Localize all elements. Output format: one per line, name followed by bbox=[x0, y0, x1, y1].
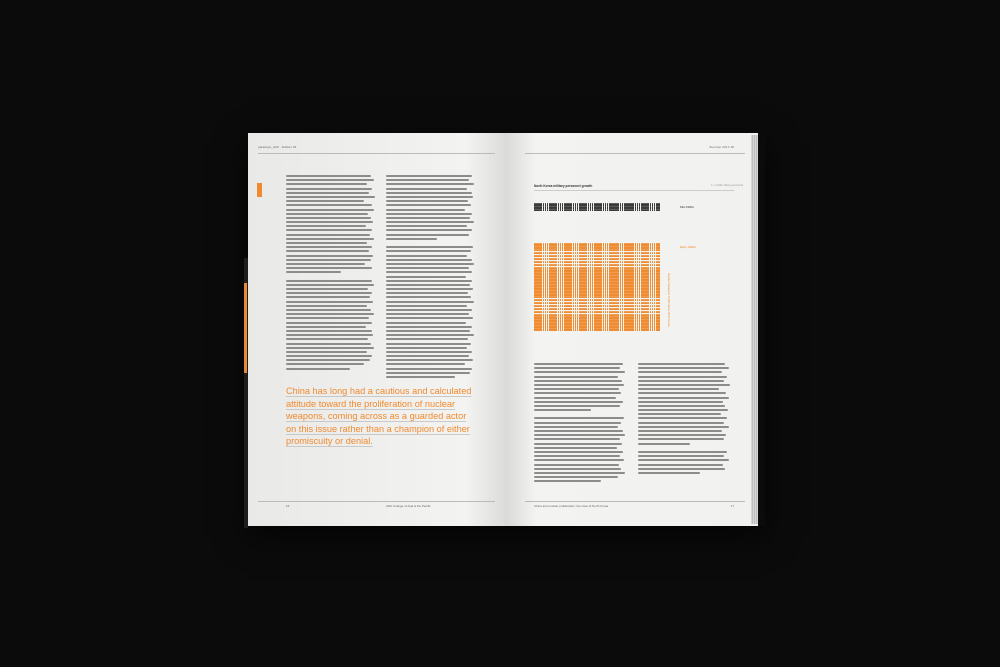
person-figure-icon bbox=[570, 264, 572, 267]
person-figure-icon bbox=[570, 209, 572, 212]
person-figure-icon bbox=[543, 311, 545, 314]
person-figure-icon bbox=[620, 264, 622, 267]
person-figure-icon bbox=[555, 209, 557, 212]
person-figure-icon bbox=[558, 264, 560, 267]
right-running-header: Summer 2017-18 bbox=[709, 145, 734, 149]
pull-quote: China has long had a cautious and calculated attitude toward the proliferation of nuclear weapons, coming across as a guarded actor on this issue rather than a champion of either promiscuity or denial. bbox=[286, 386, 472, 447]
right-page bbox=[505, 133, 758, 526]
left-header-rule bbox=[258, 153, 495, 154]
person-figure-icon bbox=[658, 311, 660, 314]
person-figure-icon bbox=[617, 328, 619, 331]
person-figure-icon bbox=[573, 261, 575, 264]
person-figure-icon bbox=[605, 264, 607, 267]
pictogram-row bbox=[534, 328, 660, 331]
person-figure-icon bbox=[603, 209, 605, 212]
right-body-column-1 bbox=[534, 363, 629, 484]
person-figure-icon bbox=[588, 255, 590, 258]
person-figure-icon bbox=[650, 258, 652, 261]
person-figure-icon bbox=[543, 264, 545, 267]
series-label-mid-1960s: Mid 1960s bbox=[680, 205, 694, 209]
person-figure-icon bbox=[558, 258, 560, 261]
person-figure-icon bbox=[588, 209, 590, 212]
person-figure-icon bbox=[620, 302, 622, 305]
person-figure-icon bbox=[617, 264, 619, 267]
person-figure-icon bbox=[600, 311, 602, 314]
person-figure-icon bbox=[605, 328, 607, 331]
person-figure-icon bbox=[605, 305, 607, 308]
person-figure-icon bbox=[573, 311, 575, 314]
person-figure-icon bbox=[543, 302, 545, 305]
person-figure-icon bbox=[600, 255, 602, 258]
person-figure-icon bbox=[603, 264, 605, 267]
right-footer-rule bbox=[525, 501, 745, 502]
person-figure-icon bbox=[558, 308, 560, 311]
person-figure-icon bbox=[585, 328, 587, 331]
person-figure-icon bbox=[620, 261, 622, 264]
person-figure-icon bbox=[650, 261, 652, 264]
person-figure-icon bbox=[555, 311, 557, 314]
person-figure-icon bbox=[585, 302, 587, 305]
person-figure-icon bbox=[647, 328, 649, 331]
person-figure-icon bbox=[588, 305, 590, 308]
person-figure-icon bbox=[540, 311, 542, 314]
person-figure-icon bbox=[600, 302, 602, 305]
left-page-number: 16 bbox=[286, 504, 290, 508]
person-figure-icon bbox=[540, 264, 542, 267]
person-figure-icon bbox=[573, 308, 575, 311]
person-figure-icon bbox=[558, 302, 560, 305]
person-figure-icon bbox=[600, 261, 602, 264]
person-figure-icon bbox=[635, 328, 637, 331]
person-figure-icon bbox=[588, 308, 590, 311]
person-figure-icon bbox=[540, 328, 542, 331]
right-header-rule bbox=[525, 153, 745, 154]
section-tab-marker bbox=[257, 183, 262, 197]
person-figure-icon bbox=[647, 264, 649, 267]
person-figure-icon bbox=[570, 328, 572, 331]
person-figure-icon bbox=[555, 264, 557, 267]
person-figure-icon bbox=[650, 311, 652, 314]
person-figure-icon bbox=[558, 305, 560, 308]
person-figure-icon bbox=[650, 305, 652, 308]
person-figure-icon bbox=[635, 255, 637, 258]
person-figure-icon bbox=[650, 209, 652, 212]
person-figure-icon bbox=[617, 261, 619, 264]
person-figure-icon bbox=[605, 308, 607, 311]
person-figure-icon bbox=[632, 264, 634, 267]
person-figure-icon bbox=[540, 209, 542, 212]
person-figure-icon bbox=[632, 311, 634, 314]
person-figure-icon bbox=[573, 255, 575, 258]
person-figure-icon bbox=[603, 308, 605, 311]
person-figure-icon bbox=[635, 264, 637, 267]
person-figure-icon bbox=[635, 258, 637, 261]
person-figure-icon bbox=[543, 258, 545, 261]
person-figure-icon bbox=[588, 302, 590, 305]
person-figure-icon bbox=[558, 261, 560, 264]
person-figure-icon bbox=[650, 308, 652, 311]
person-figure-icon bbox=[573, 302, 575, 305]
person-figure-icon bbox=[603, 258, 605, 261]
person-figure-icon bbox=[647, 308, 649, 311]
person-figure-icon bbox=[543, 308, 545, 311]
person-figure-icon bbox=[555, 261, 557, 264]
open-magazine-spread bbox=[248, 133, 765, 526]
right-page-number: 17 bbox=[730, 504, 734, 508]
person-figure-icon bbox=[620, 328, 622, 331]
pictogram-mid-1960s bbox=[534, 203, 660, 212]
person-figure-icon bbox=[603, 302, 605, 305]
person-figure-icon bbox=[570, 311, 572, 314]
left-running-header: paradigm_shift · Edition 03 bbox=[258, 145, 297, 149]
person-figure-icon bbox=[658, 328, 660, 331]
person-figure-icon bbox=[635, 209, 637, 212]
person-figure-icon bbox=[558, 328, 560, 331]
person-figure-icon bbox=[647, 261, 649, 264]
series-label-early-1990s: Early 1990s bbox=[680, 245, 696, 249]
chart-rule bbox=[534, 190, 734, 191]
person-figure-icon bbox=[605, 209, 607, 212]
person-figure-icon bbox=[635, 261, 637, 264]
person-figure-icon bbox=[585, 255, 587, 258]
person-figure-icon bbox=[650, 255, 652, 258]
person-figure-icon bbox=[635, 305, 637, 308]
left-body-column-2 bbox=[386, 175, 478, 380]
person-figure-icon bbox=[600, 209, 602, 212]
person-figure-icon bbox=[650, 264, 652, 267]
chart-title: North Korea military personnel growth bbox=[534, 184, 593, 188]
person-figure-icon bbox=[588, 258, 590, 261]
chart-legend-note: 1 = 1,000 military personnel bbox=[711, 184, 743, 187]
person-figure-icon bbox=[573, 258, 575, 261]
pictogram-row bbox=[534, 209, 660, 212]
person-figure-icon bbox=[617, 311, 619, 314]
person-figure-icon bbox=[543, 261, 545, 264]
person-figure-icon bbox=[585, 209, 587, 212]
person-figure-icon bbox=[620, 305, 622, 308]
person-figure-icon bbox=[600, 308, 602, 311]
person-figure-icon bbox=[635, 311, 637, 314]
person-figure-icon bbox=[620, 311, 622, 314]
person-figure-icon bbox=[603, 305, 605, 308]
person-figure-icon bbox=[658, 264, 660, 267]
person-figure-icon bbox=[585, 305, 587, 308]
person-figure-icon bbox=[617, 209, 619, 212]
pictogram-row bbox=[534, 264, 660, 267]
person-figure-icon bbox=[632, 328, 634, 331]
person-figure-icon bbox=[605, 258, 607, 261]
person-figure-icon bbox=[635, 308, 637, 311]
right-footer-article-title: China and nuclear proliferation: the case of North Korea bbox=[534, 504, 609, 508]
person-figure-icon bbox=[620, 258, 622, 261]
person-figure-icon bbox=[647, 311, 649, 314]
page-edge-stack bbox=[751, 135, 758, 524]
person-figure-icon bbox=[558, 209, 560, 212]
person-figure-icon bbox=[543, 209, 545, 212]
person-figure-icon bbox=[573, 328, 575, 331]
person-figure-icon bbox=[600, 264, 602, 267]
person-figure-icon bbox=[605, 261, 607, 264]
person-figure-icon bbox=[555, 328, 557, 331]
left-page bbox=[248, 133, 505, 526]
person-figure-icon bbox=[632, 209, 634, 212]
person-figure-icon bbox=[647, 209, 649, 212]
right-body-column-2 bbox=[638, 363, 733, 476]
person-figure-icon bbox=[558, 255, 560, 258]
left-footer-publisher: ANU College of Asia & the Pacific bbox=[386, 504, 431, 508]
person-figure-icon bbox=[605, 311, 607, 314]
person-figure-icon bbox=[603, 255, 605, 258]
left-footer-rule bbox=[258, 501, 495, 502]
person-figure-icon bbox=[558, 311, 560, 314]
person-figure-icon bbox=[650, 328, 652, 331]
person-figure-icon bbox=[573, 305, 575, 308]
person-figure-icon bbox=[573, 264, 575, 267]
person-figure-icon bbox=[620, 308, 622, 311]
person-figure-icon bbox=[555, 308, 557, 311]
person-figure-icon bbox=[658, 209, 660, 212]
person-figure-icon bbox=[620, 255, 622, 258]
person-figure-icon bbox=[588, 328, 590, 331]
person-figure-icon bbox=[650, 302, 652, 305]
person-figure-icon bbox=[543, 328, 545, 331]
person-figure-icon bbox=[585, 258, 587, 261]
person-figure-icon bbox=[600, 328, 602, 331]
person-figure-icon bbox=[543, 305, 545, 308]
person-figure-icon bbox=[588, 311, 590, 314]
left-body-column-1 bbox=[286, 175, 378, 372]
person-figure-icon bbox=[585, 264, 587, 267]
person-figure-icon bbox=[585, 311, 587, 314]
person-figure-icon bbox=[603, 328, 605, 331]
spine-accent bbox=[244, 283, 247, 373]
person-figure-icon bbox=[573, 209, 575, 212]
vertical-section-tab: Nuclear Weapons Proliferation North Korea bbox=[667, 273, 671, 327]
person-figure-icon bbox=[617, 308, 619, 311]
person-figure-icon bbox=[543, 255, 545, 258]
pictogram-row bbox=[534, 311, 660, 314]
person-figure-icon bbox=[603, 261, 605, 264]
person-figure-icon bbox=[588, 264, 590, 267]
pictogram-early-1990s bbox=[534, 243, 660, 331]
person-figure-icon bbox=[603, 311, 605, 314]
person-figure-icon bbox=[635, 302, 637, 305]
person-figure-icon bbox=[588, 261, 590, 264]
person-figure-icon bbox=[620, 209, 622, 212]
